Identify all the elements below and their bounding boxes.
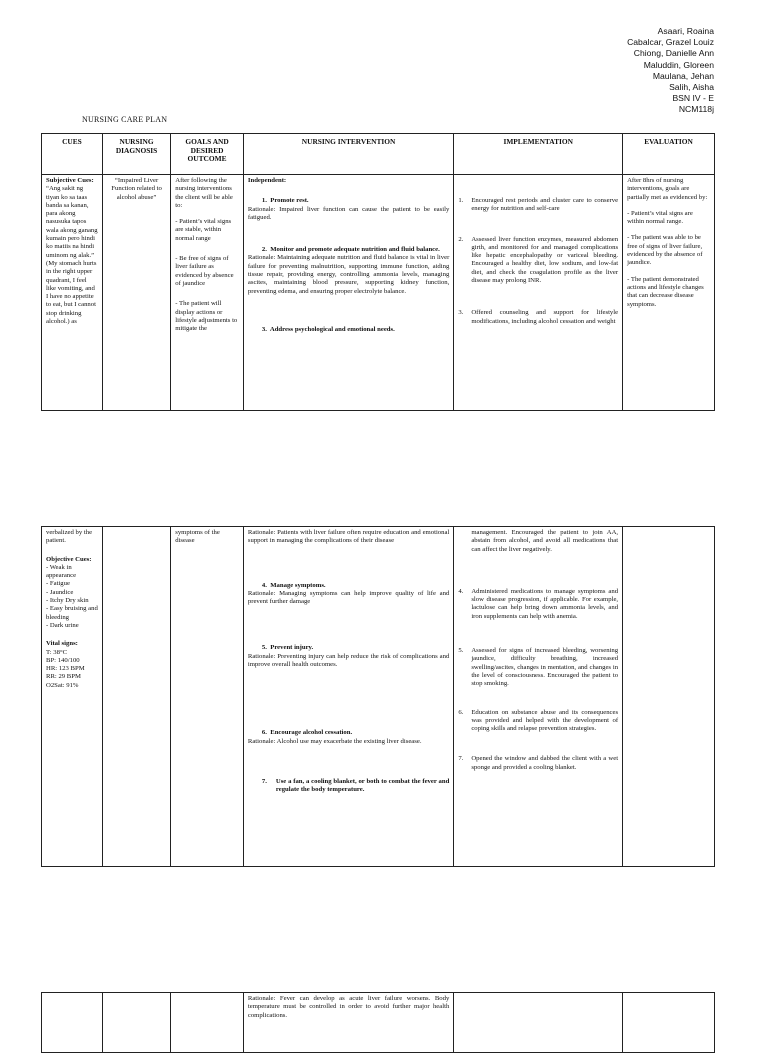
cues-cell-continued bbox=[42, 527, 103, 867]
diagnosis-cell bbox=[102, 175, 170, 411]
goal-3: - The patient will display actions or lifestyle adjustments to mitigate the bbox=[175, 300, 238, 333]
objective-item: - Fatigue bbox=[46, 580, 70, 588]
implementation-1 bbox=[458, 197, 618, 214]
intervention-cell-continued bbox=[243, 527, 453, 867]
author-line: Cabalcar, Grazel Louiz bbox=[627, 37, 714, 48]
implementation-number: 4. bbox=[458, 587, 464, 595]
intervention-title: Encourage alcohol cessation. bbox=[270, 729, 353, 737]
document-title: NURSING CARE PLAN bbox=[82, 115, 168, 124]
author-line: Chiong, Danielle Ann bbox=[633, 48, 714, 59]
header-cues: CUES bbox=[42, 134, 103, 175]
implementation-number: 6. bbox=[458, 708, 464, 716]
implementation-cell-page-3 bbox=[454, 993, 623, 1053]
vital-heart-rate: HR: 123 BPM bbox=[46, 665, 85, 673]
intervention-cell-page-3 bbox=[243, 993, 453, 1053]
diagnosis-text: “Impaired Liver Function related to alcohol abuse” bbox=[111, 177, 162, 201]
author-line: Maulana, Jehan bbox=[652, 70, 714, 81]
evaluation-intro: After 8hrs of nursing interventions, goals are partially met as evidenced by: bbox=[627, 177, 708, 201]
intervention-title: Use a fan, a cooling blanket, or both to combat the fever and regulate the body temperature. bbox=[275, 777, 450, 794]
intervention-7 bbox=[248, 778, 449, 795]
implementation-text: Opened the window and dabbed the client with a wet sponge and provided a cooling blanket. bbox=[471, 755, 619, 771]
intervention-rationale: Rationale: Impaired liver function can cause the patient to be easily fatigued. bbox=[247, 205, 450, 221]
intervention-number: 6. bbox=[261, 729, 267, 737]
care-plan-table-page-3 bbox=[41, 992, 715, 1053]
objective-label: Objective Cues: bbox=[46, 555, 92, 563]
goals-cell-continued bbox=[171, 527, 244, 867]
intervention-rationale: Rationale: Maintaining adequate nutrition and fluid balance is vital in liver failure for preventing malnutrition, supporting immune function, aiding tissue repair, providing energy, controlling ammonia levels, managing ascites, maintaining blood pressure, supporting kidney function, preventing edema, and ensuring proper electrolyte balance. bbox=[247, 254, 450, 295]
evaluation-cell-continued bbox=[623, 527, 715, 867]
implementation-number: 2. bbox=[458, 235, 464, 243]
intervention-number: 4. bbox=[261, 581, 267, 589]
intervention-5 bbox=[248, 644, 449, 669]
intervention-title: Address psychological and emotional needs. bbox=[269, 325, 395, 333]
evaluation-cell-page-3 bbox=[623, 993, 715, 1053]
care-plan-table-page-2 bbox=[41, 526, 715, 867]
header-intervention: NURSING INTERVENTION bbox=[243, 134, 453, 175]
implementation-text: Assessed for signs of increased bleeding, worsening jaundice, difficulty breathing, increased swelling/ascites, changes in mentation, and changes in the level of consciousness. Encouraged the patient to stop smoking. bbox=[471, 647, 619, 688]
objective-item: - Easy bruising and bleeding bbox=[46, 605, 98, 621]
subjective-quote-continued: verbalized by the patient. bbox=[46, 529, 93, 545]
goal-2: - Be free of signs of liver failure as evidenced by absence of jaundice bbox=[175, 255, 234, 287]
vital-blood-pressure: BP: 140/100 bbox=[46, 656, 80, 664]
cues-cell bbox=[42, 175, 103, 411]
implementation-cell bbox=[454, 175, 623, 411]
evaluation-3: - The patient demonstrated actions and lifestyle changes that can decrease disease symptoms. bbox=[627, 275, 704, 308]
implementation-text: Administered medications to manage symptoms and slow disease progression, if applicable. For example, lactulose can help bring down ammonia levels, and iron supplements can help with anemia. bbox=[471, 587, 619, 620]
implementation-2 bbox=[458, 236, 618, 286]
intervention-number: 7. bbox=[261, 777, 267, 785]
intervention-3-rationale: Rationale: Patients with liver failure often require education and emotional support in managing the complications of their disease bbox=[247, 529, 450, 545]
intervention-number: 5. bbox=[261, 644, 267, 652]
independent-label: Independent: bbox=[247, 177, 287, 184]
implementation-text: Education on substance abuse and its consequences was provided and helped with the development of coping skills and relapse prevention strategies. bbox=[471, 708, 619, 733]
intervention-4 bbox=[248, 582, 449, 607]
implementation-number: 7. bbox=[458, 755, 464, 763]
intervention-title: Manage symptoms. bbox=[270, 581, 326, 589]
implementation-3 bbox=[458, 309, 618, 326]
objective-item: - Weak in appearance bbox=[46, 563, 77, 580]
diagnosis-cell-page-3 bbox=[102, 993, 170, 1053]
vitals-label: Vital signs: bbox=[46, 640, 78, 648]
vital-respiratory-rate: RR: 29 BPM bbox=[46, 673, 81, 681]
subjective-label: Subjective Cues: bbox=[46, 177, 94, 184]
evaluation-2: - The patient was able to be free of signs of liver failure, evidenced by the absence of jaundice. bbox=[627, 234, 703, 267]
course-code: NCM118j bbox=[678, 104, 714, 115]
vital-oxygen-saturation: O2Sat: 91% bbox=[46, 681, 79, 689]
author-block bbox=[627, 26, 714, 116]
author-line: Maluddin, Gloreen bbox=[643, 59, 714, 70]
implementation-4 bbox=[458, 588, 618, 621]
intervention-title: Promote rest. bbox=[270, 197, 309, 205]
objective-item: - Jaundice bbox=[46, 588, 74, 596]
header-goals: GOALS AND DESIRED OUTCOME bbox=[171, 134, 244, 175]
implementation-3-continued: management. Encouraged the patient to join AA, abstain from alcohol, and avoid all medications that can affect the liver negatively. bbox=[471, 529, 619, 553]
implementation-cell-continued bbox=[454, 527, 623, 867]
intervention-rationale: Rationale: Managing symptoms can help improve quality of life and prevent further damage bbox=[247, 589, 450, 606]
goals-cell-page-3 bbox=[171, 993, 244, 1053]
header-implementation: IMPLEMENTATION bbox=[454, 134, 623, 175]
objective-item: - Itchy Dry skin bbox=[46, 597, 89, 605]
intervention-2 bbox=[248, 246, 449, 296]
intervention-number: 3. bbox=[261, 325, 267, 333]
evaluation-cell bbox=[623, 175, 715, 411]
implementation-text: Encouraged rest periods and cluster care to conserve energy for nutrition and self-care bbox=[471, 197, 619, 213]
care-plan-table-page-1 bbox=[41, 133, 715, 411]
implementation-number: 1. bbox=[458, 197, 464, 204]
author-line: Salih, Aisha bbox=[669, 82, 714, 93]
implementation-number: 3. bbox=[458, 309, 464, 317]
intervention-number: 1. bbox=[261, 197, 267, 205]
goals-intro: After following the nursing interventions the client will be able to: bbox=[175, 177, 233, 209]
goals-cell bbox=[171, 175, 244, 411]
intervention-6 bbox=[248, 729, 449, 746]
section-line: BSN IV - E bbox=[672, 93, 714, 104]
header-diagnosis: NURSING DIAGNOSIS bbox=[102, 134, 170, 175]
evaluation-1: - Patient’s vital signs are within normal range. bbox=[627, 209, 693, 226]
goal-3-continued: symptoms of the disease bbox=[175, 529, 220, 545]
subjective-quote: “Ang sakit ng tiyan ko sa taas banda sa kanan, para akong nasusuka tapos wala akong ganang kumain pero hindi ko matiis na hindi uminom ng alak.” (My stomach hurts in the right upper quadrant, I feel like vomiting, and I have no appetite to eat, but I cannot stop drinking alcohol.) as bbox=[46, 185, 98, 326]
objective-item: - Dark urine bbox=[46, 621, 79, 629]
cues-cell-page-3 bbox=[42, 993, 103, 1053]
intervention-rationale: Rationale: Alcohol use may exacerbate the existing liver disease. bbox=[247, 737, 422, 745]
implementation-text: Offered counseling and support for lifestyle modifications, including alcohol cessation and weight bbox=[471, 309, 619, 325]
implementation-text: Assessed liver function enzymes, measured abdomen girth, and monitored for and managed complications like hepatic encephalopathy or variceal bleeding. Encouraged a healthy diet, low sodium, and low-fat diet, and check the coagulation profile as the liver disease may prolong INR. bbox=[471, 235, 619, 285]
implementation-6 bbox=[458, 709, 618, 734]
goal-1: - Patient’s vital signs are stable, within normal range bbox=[175, 218, 232, 242]
author-line: Asaari, Roaina bbox=[657, 26, 714, 36]
intervention-title: Monitor and promote adequate nutrition and fluid balance. bbox=[270, 246, 440, 254]
intervention-cell bbox=[243, 175, 453, 411]
implementation-7 bbox=[458, 755, 618, 772]
intervention-number: 2. bbox=[261, 246, 267, 254]
vital-temperature: T: 38°C bbox=[46, 648, 68, 656]
intervention-3 bbox=[248, 326, 449, 334]
implementation-5 bbox=[458, 647, 618, 688]
intervention-rationale: Rationale: Preventing injury can help reduce the risk of complications and improve overall health outcomes. bbox=[247, 652, 450, 669]
header-evaluation: EVALUATION bbox=[623, 134, 715, 175]
intervention-title: Prevent injury. bbox=[270, 644, 314, 652]
implementation-number: 5. bbox=[458, 647, 464, 655]
intervention-7-rationale: Rationale: Fever can develop as acute liver failure worsens. Body temperature must be controlled in order to avoid further major health complications. bbox=[247, 995, 450, 1019]
diagnosis-cell-continued bbox=[102, 527, 170, 867]
intervention-1 bbox=[248, 197, 449, 222]
